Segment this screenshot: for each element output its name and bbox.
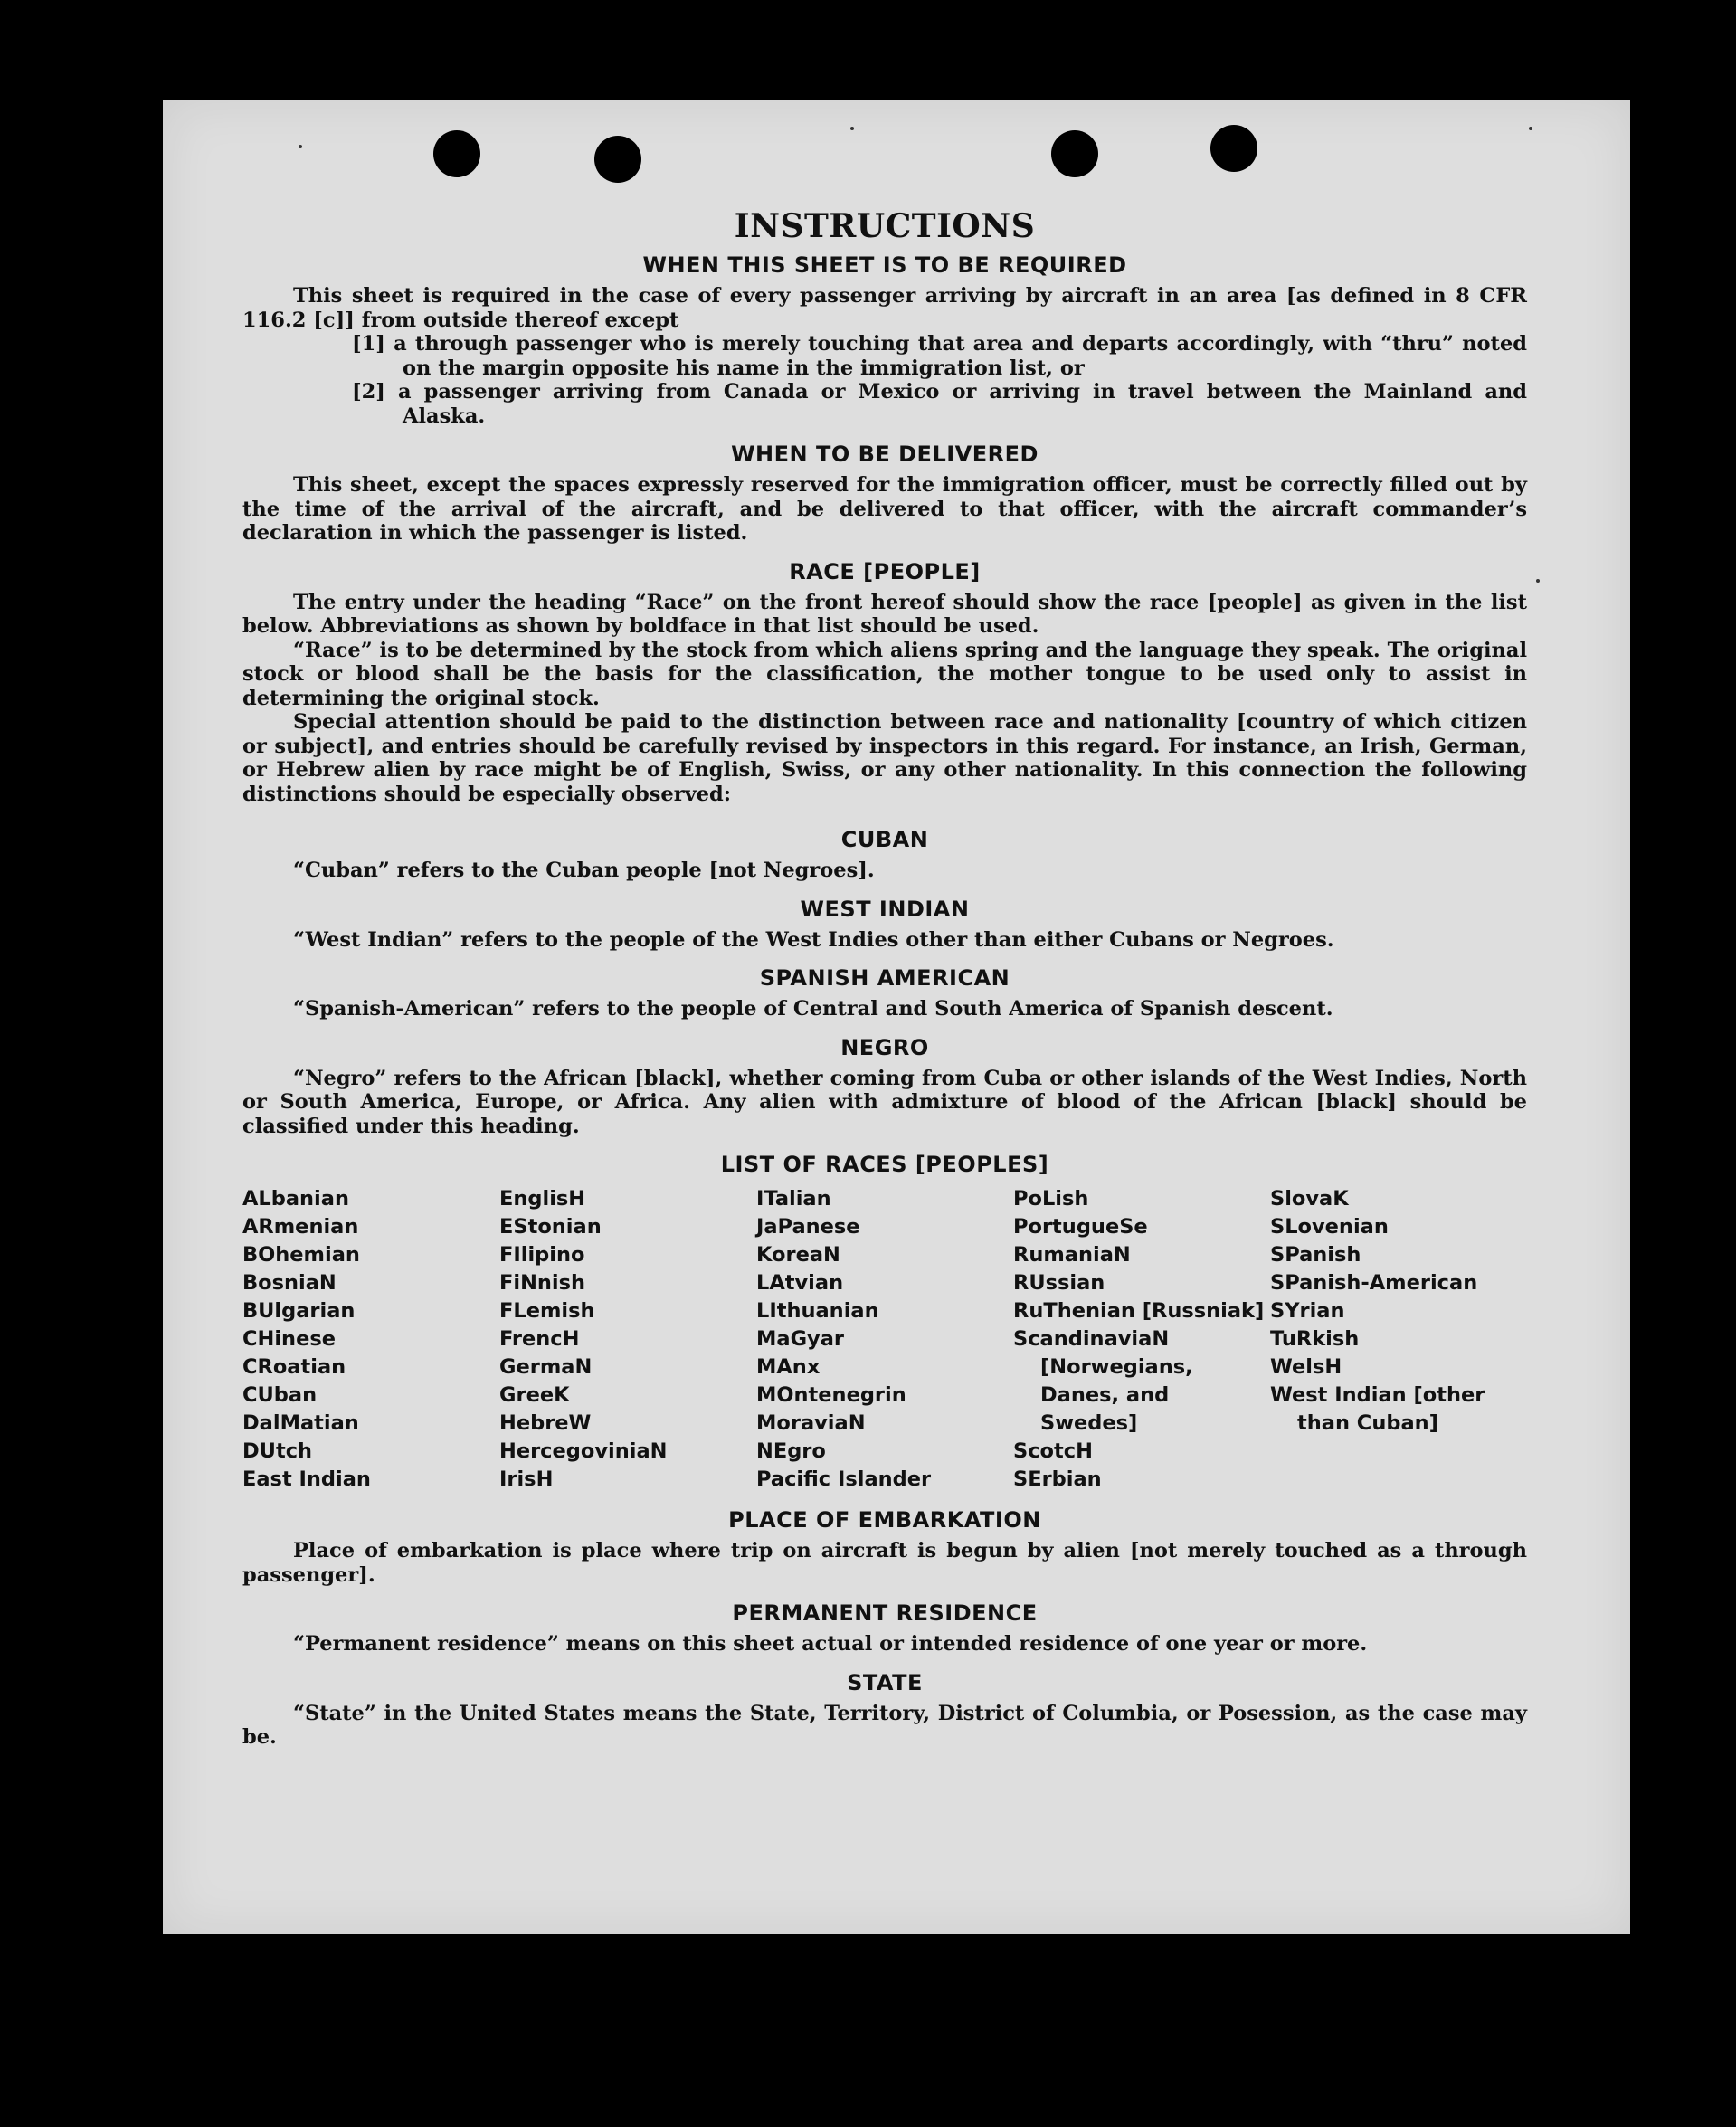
list-item: BUlgarian: [242, 1299, 356, 1323]
speck: [1536, 579, 1540, 583]
section-heading-residence: PERMANENT RESIDENCE: [732, 1600, 1038, 1626]
list-item: Pacific Islander: [756, 1467, 932, 1491]
list-item: JaPanese: [756, 1215, 860, 1239]
section-heading-when-required: WHEN THIS SHEET IS TO BE REQUIRED: [642, 252, 1127, 278]
section-heading-negro: NEGRO: [840, 1034, 929, 1060]
list-item: WelsH: [1270, 1355, 1342, 1379]
races-list: [242, 1185, 1527, 1494]
residence-text: “Permanent residence” means on this sheet actual or intended residence of one year or more.: [293, 1632, 1368, 1656]
list-item: IrisH: [499, 1467, 554, 1491]
punch-hole-3: [1051, 130, 1098, 177]
list-item: FiNnish: [499, 1271, 586, 1295]
list-item: TuRkish: [1270, 1327, 1360, 1351]
punch-hole-1: [433, 130, 480, 177]
list-item: SPanish: [1270, 1243, 1361, 1267]
list-item: ARmenian: [242, 1215, 359, 1239]
race-paragraph-3: Special attention should be paid to the distinction between race and nationality [country of which citizen or subject], and entries should be carefully revised by inspectors in this regard. For instance, an Irish, German, or Hebrew alien by race might be of English, Swiss, or any other nationality. In this connection the following distinctions should be especially observed:: [242, 710, 1527, 806]
list-item: HebreW: [499, 1411, 592, 1435]
list-item: ALbanian: [242, 1187, 349, 1211]
list-item: SlovaK: [1270, 1187, 1349, 1211]
race-paragraph-1: The entry under the heading “Race” on the front hereof should show the race [people] as given in the list below. Abbreviations as shown by boldface in that list should be used.: [242, 590, 1527, 638]
speck: [1529, 127, 1532, 130]
races-column-2: [499, 1185, 756, 1494]
list-item: PoLish: [1013, 1187, 1089, 1211]
list-item: LAtvian: [756, 1271, 844, 1295]
section-heading-race: RACE [PEOPLE]: [789, 558, 981, 584]
speck: [299, 145, 302, 148]
speck: [850, 127, 854, 130]
spanish-american-text: “Spanish-American” refers to the people of Central and South America of Spanish descent.: [293, 997, 1333, 1021]
punch-hole-2: [594, 136, 641, 183]
list-item: HercegoviniaN: [499, 1439, 668, 1463]
list-item: MaGyar: [756, 1327, 844, 1351]
list-item: FLemish: [499, 1299, 595, 1323]
west-indian-text: “West Indian” refers to the people of the West Indies other than either Cubans or Negroes.: [293, 927, 1334, 952]
race-paragraph-2: “Race” is to be determined by the stock from which aliens spring and the language they speak. The original stock or blood shall be the basis for the classification, the mother tongue to be used only to assist in determining the original stock.: [242, 638, 1527, 710]
list-item: SLovenian: [1270, 1215, 1389, 1239]
list-item: East Indian: [242, 1467, 371, 1491]
list-item: KoreaN: [756, 1243, 840, 1267]
section-heading-list-of-races: LIST OF RACES [PEOPLES]: [720, 1152, 1049, 1177]
punch-hole-4: [1210, 125, 1257, 172]
section-heading-state: STATE: [847, 1669, 923, 1695]
list-item: CRoatian: [242, 1355, 346, 1379]
list-item: DUtch: [242, 1439, 313, 1463]
section-heading-cuban: CUBAN: [840, 827, 929, 852]
list-item: ScotcH: [1013, 1439, 1093, 1463]
list-item: SPanish-American: [1270, 1271, 1478, 1295]
negro-text: “Negro” refers to the African [black], whether coming from Cuba or other islands of the West Indies, North or South America, Europe, or Africa. Any alien with admixture of blood of the African [black] should be classified under this heading.: [242, 1066, 1527, 1138]
list-item: DalMatian: [242, 1411, 359, 1435]
list-item: MoraviaN: [756, 1411, 866, 1435]
list-item: West Indian [other than Cuban]: [1270, 1383, 1485, 1435]
list-item: RumaniaN: [1013, 1243, 1131, 1267]
list-item: GreeK: [499, 1383, 570, 1407]
instructions-content: [242, 206, 1527, 1750]
list-item: EStonian: [499, 1215, 602, 1239]
races-column-3: [756, 1185, 1013, 1494]
when-delivered-text: This sheet, except the spaces expressly reserved for the immigration officer, must be correctly filled out by the time of the arrival of the aircraft, and be delivered to that officer, with the aircraft commander’s declaration in which the passenger is listed.: [242, 473, 1527, 545]
section-heading-spanish-american: SPANISH AMERICAN: [759, 965, 1010, 991]
list-item: GermaN: [499, 1355, 593, 1379]
list-item: BOhemian: [242, 1243, 360, 1267]
section-heading-west-indian: WEST INDIAN: [800, 896, 970, 922]
list-item: RUssian: [1013, 1271, 1105, 1295]
list-item: EnglisH: [499, 1187, 586, 1211]
races-column-1: [242, 1185, 499, 1494]
races-column-4: [1013, 1185, 1270, 1494]
list-item: SErbian: [1013, 1467, 1102, 1491]
races-column-5: [1270, 1185, 1527, 1494]
list-item: ScandinaviaN [Norwegians, Danes, and Swedes]: [1013, 1327, 1193, 1435]
section-heading-embarkation: PLACE OF EMBARKATION: [728, 1507, 1041, 1533]
cuban-text: “Cuban” refers to the Cuban people [not Negroes].: [293, 859, 875, 882]
list-item: RuThenian [Russniak]: [1013, 1299, 1265, 1323]
document-sheet: [163, 100, 1630, 1934]
section-heading-when-delivered: WHEN TO BE DELIVERED: [731, 442, 1039, 467]
state-text: “State” in the United States means the State, Territory, District of Columbia, or Posession, as the case may be.: [242, 1701, 1527, 1749]
list-item: LIthuanian: [756, 1299, 879, 1323]
list-item: FIlipino: [499, 1243, 585, 1267]
list-item: MAnx: [756, 1355, 821, 1379]
embarkation-text: Place of embarkation is place where trip on aircraft is begun by alien [not merely touched as a through passenger].: [242, 1539, 1527, 1587]
when-required-intro: This sheet is required in the case of every passenger arriving by aircraft in an area [as defined in 8 CFR 116.2 [c]] from outside thereof except: [242, 284, 1527, 332]
list-item: NEgro: [756, 1439, 826, 1463]
list-item: SYrian: [1270, 1299, 1345, 1323]
page-title: INSTRUCTIONS: [734, 207, 1036, 245]
list-item: CUban: [242, 1383, 318, 1407]
list-item: BosniaN: [242, 1271, 337, 1295]
list-item: CHinese: [242, 1327, 336, 1351]
exception-item-1: [1] a through passenger who is merely touching that area and departs accordingly, with “thru” noted on the margin opposite his name in the immigration list, or: [352, 332, 1527, 380]
exception-item-2: [2] a passenger arriving from Canada or Mexico or arriving in travel between the Mainland and Alaska.: [352, 380, 1527, 428]
list-item: MOntenegrin: [756, 1383, 906, 1407]
list-item: ITalian: [756, 1187, 831, 1211]
list-item: FrencH: [499, 1327, 580, 1351]
list-item: PortugueSe: [1013, 1215, 1148, 1239]
